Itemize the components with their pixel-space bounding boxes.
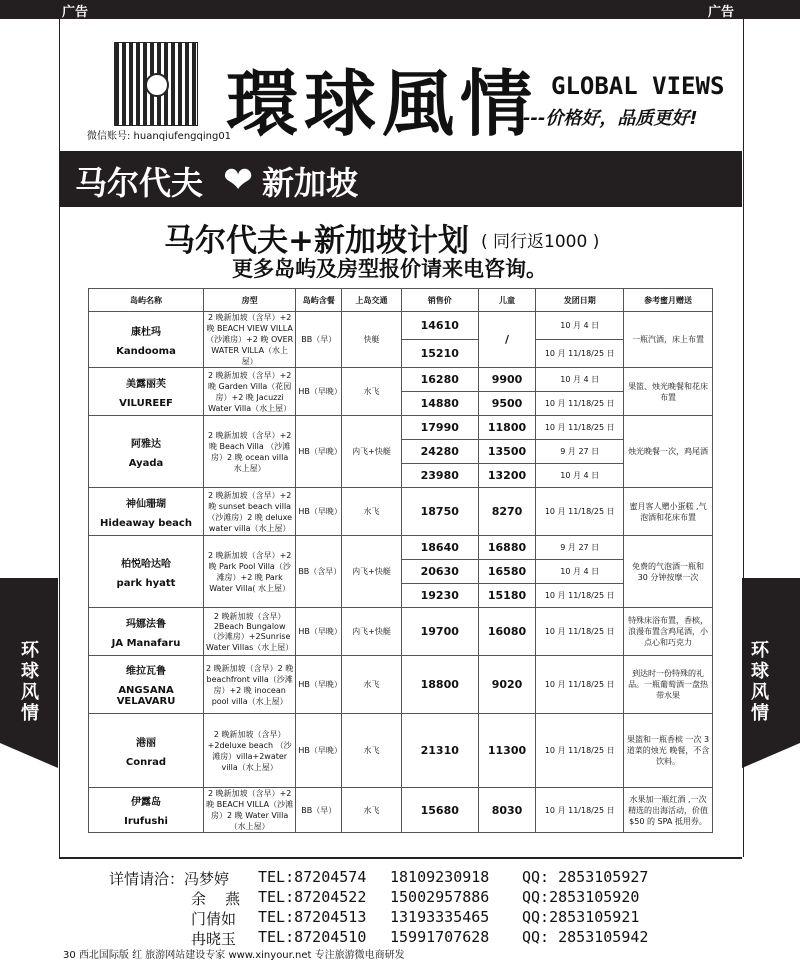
child-price: 8270 [478,488,536,536]
island-name-en: ANGSANA VELAVARU [116,685,176,707]
departure-date: 10 月 4 日 [536,464,624,488]
contact-qq: QQ: 2853105927 [522,868,649,886]
sale-price: 19700 [401,608,478,656]
island-name-cn: 港丽 [136,737,156,749]
contact-qq: QQ:2853105921 [522,908,640,926]
meal-plan: BB（早） [296,312,342,368]
departure-date: 9 月 27 日 [536,440,624,464]
room-type: 2 晚新加坡（含早）+2 晚 BEACH VILLA（沙滩房）2 晚 Water Villa（水上屋） [204,788,296,833]
contact-tel: TEL:87204574 [258,868,367,886]
child-price: 9900 [478,368,536,392]
room-type: 2 晚新加坡（含早）+2 晚 Garden Villa（花园房）+2 晚 Jacuzzi Water Villa（水上屋） [204,368,296,416]
honeymoon-gift: 果篮和一瓶香槟 一次 3 道菜的烛光 晚餐，不含饮料。 [624,714,713,788]
island-name-cn: 神仙珊瑚 [126,498,166,510]
column-header: 儿童 [478,289,536,312]
room-type: 2 晚新加坡（含早）2 晚 beachfront villa（沙滩房）+2 晚 inocean pool villa（水上屋） [204,656,296,714]
column-header: 岛屿名称 [89,289,204,312]
meal-plan: HB（早晚） [296,488,342,536]
column-header: 岛屿含餐 [296,289,342,312]
sale-price: 19230 [401,584,478,608]
column-header: 销售价 [401,289,478,312]
departure-date: 9 月 27 日 [536,536,624,560]
meal-plan: HB（早晚） [296,656,342,714]
child-price: 13500 [478,440,536,464]
sale-price: 21310 [401,714,478,788]
departure-date: 10 月 11/18/25 日 [536,340,624,368]
sale-price: 14880 [401,392,478,416]
plan-note: 更多岛屿及房型报价请来电咨询。 [232,257,547,281]
child-price: 8030 [478,788,536,833]
transfer: 快艇 [342,312,402,368]
contact-name: 冉晓玉 [191,930,237,948]
island-name [89,488,204,536]
sale-price: 17990 [401,416,478,440]
island-name [89,312,204,368]
sale-price: 14610 [401,312,478,340]
departure-date: 10 月 11/18/25 日 [536,392,624,416]
contact-qq: QQ:2853105920 [522,888,640,906]
column-header: 上岛交通 [342,289,402,312]
honeymoon-gift: 蜜月客人赠小蛋糕 ,气泡酒和花床布置 [624,488,713,536]
child-price: / [478,312,536,368]
departure-date: 10 月 4 日 [536,560,624,584]
contact-mobile: 18109230918 [390,868,490,886]
island-name-en: VILUREEF [119,397,173,409]
child-price: 11800 [478,416,536,440]
island-name-en: Ayada [128,457,164,469]
departure-date: 10 月 11/18/25 日 [536,608,624,656]
wechat-id: 微信账号: huanqiufengqing01 [87,131,232,142]
island-name-en: Kandooma [116,345,176,357]
table-row [89,416,713,440]
heart-icon: ❤ [223,160,254,201]
table-row [89,656,713,714]
departure-date: 10 月 11/18/25 日 [536,584,624,608]
departure-date: 10 月 11/18/25 日 [536,714,624,788]
sale-price: 20630 [401,560,478,584]
child-price: 16580 [478,560,536,584]
sale-price: 15210 [401,340,478,368]
room-type: 2 晚新加坡（含早）+2 晚 BEACH VIEW VILLA（沙滩房）+2 晚 OVER WATER VILLA（水上屋） [204,312,296,368]
table-row [89,714,713,788]
ad-label-right: 广告 [708,5,735,20]
honeymoon-gift: 特殊床浴布置，香槟，浪漫布置含鸡尾酒，小点心和巧克力 [624,608,713,656]
island-name [89,608,204,656]
meal-plan: HB（早晚） [296,416,342,488]
departure-date: 10 月 11/18/25 日 [536,488,624,536]
divider [59,857,742,859]
island-name-cn: 维拉瓦鲁 [126,666,166,677]
honeymoon-gift: 水果加一瓶红酒 ,一次精选的出海活动，价值$50 的 SPA 抵用券。 [624,788,713,833]
table-row [89,488,713,536]
island-name-cn: 康杜玛 [131,326,161,338]
departure-date: 10 月 11/18/25 日 [536,656,624,714]
transfer: 内飞+快艇 [342,416,402,488]
island-name [89,536,204,608]
child-price: 16880 [478,536,536,560]
table-row [89,788,713,833]
island-name [89,714,204,788]
island-name-cn: 玛娜法鲁 [126,618,166,630]
column-header: 发团日期 [536,289,624,312]
sale-price: 23980 [401,464,478,488]
honeymoon-gift: 免费的气泡酒一瓶和 30 分钟按摩一次 [624,536,713,608]
child-price: 13200 [478,464,536,488]
footer: 30 西北国际版 红 旅游网站建设专家 www.xinyour.net 专注旅游微电商研发 [63,950,405,961]
honeymoon-gift: 一瓶汽酒，床上布置 [624,312,713,368]
sale-price: 16280 [401,368,478,392]
honeymoon-gift: 到达时一份特殊的礼品。一瓶葡萄酒一盘热带水果 [624,656,713,714]
departure-date: 10 月 11/18/25 日 [536,416,624,440]
contact-tel: TEL:87204510 [258,928,367,946]
plan-title: 马尔代夫+新加坡计划 [164,223,469,259]
sale-price: 18640 [401,536,478,560]
transfer: 水飞 [342,788,402,833]
contact-name: 余 燕 [191,890,241,908]
room-type: 2 晚新加坡（含早）+2deluxe beach （沙滩房）villa+2water villa（水上屋） [204,714,296,788]
island-name [89,788,204,833]
room-type: 2 晚新加坡（含早）2Beach Bungalow（沙滩房）+2Sunrise Water Villas（水上屋） [204,608,296,656]
island-name [89,368,204,416]
contact-mobile: 15991707628 [390,928,490,946]
plan-rebate: ( 同行返1000 ) [481,232,600,252]
honeymoon-gift: 果篮、烛光晚餐和花床布置 [624,368,713,416]
island-name-en: Hideaway beach [100,517,192,529]
room-type: 2 晚新加坡（含早）+2 晚 sunset beach villa （沙滩房）2 晚 deluxe water villa（水上屋） [204,488,296,536]
table-header [89,289,713,312]
meal-plan: BB（早） [296,788,342,833]
departure-date: 10 月 11/18/25 日 [536,788,624,833]
meal-plan: HB（早晚） [296,608,342,656]
child-price: 9500 [478,392,536,416]
ad-label-left: 广告 [62,5,89,20]
honeymoon-gift: 烛光晚餐一次，鸡尾酒 [624,416,713,488]
contact-name: 门倩如 [191,910,237,928]
island-name [89,416,204,488]
room-type: 2 晚新加坡（含早）+2 晚 Park Pool Villa（沙滩房）+2 晚 Park Water Villa( 水上屋） [204,536,296,608]
banner-right: 新加坡 [262,164,359,202]
transfer: 水飞 [342,488,402,536]
meal-plan: BB（含早） [296,536,342,608]
island-name-cn: 伊露岛 [131,797,161,808]
departure-date: 10 月 4 日 [536,368,624,392]
global-views: GLOBAL VIEWS [551,72,725,100]
island-name-en: Conrad [125,756,167,768]
table-row [89,608,713,656]
island-name-en: park hyatt [116,577,176,589]
sale-price: 18800 [401,656,478,714]
contact-name: 详情请洽：冯梦婷 [109,870,230,888]
table-row [89,536,713,560]
meal-plan: HB（早晚） [296,714,342,788]
column-header: 参考蜜月赠送 [624,289,713,312]
child-price: 15180 [478,584,536,608]
island-name-cn: 柏悦哈达哈 [121,558,171,570]
table-row [89,368,713,392]
island-name [89,656,204,714]
transfer: 水飞 [342,368,402,416]
transfer: 水飞 [342,714,402,788]
island-name-en: JA Manafaru [111,637,181,649]
transfer: 内飞+快艇 [342,536,402,608]
banner-left: 马尔代夫 [75,164,204,202]
contact-mobile: 13193335465 [390,908,490,926]
island-name-cn: 阿雅达 [131,438,161,450]
table-row [89,312,713,340]
contact-tel: TEL:87204522 [258,888,367,906]
sale-price: 15680 [401,788,478,833]
side-label-left: 环 球 风 情 [21,640,39,724]
column-header: 房型 [204,289,296,312]
child-price: 11300 [478,714,536,788]
top-bar [0,0,800,19]
side-label-right: 环 球 风 情 [751,640,769,724]
island-name-en: Irufushi [124,816,168,827]
transfer: 内飞+快艇 [342,608,402,656]
sale-price: 18750 [401,488,478,536]
slogan: ---价格好，品质更好! [523,108,698,129]
qr-code-icon [114,42,198,126]
contact-mobile: 15002957886 [390,888,490,906]
price-table [88,288,713,833]
island-name-cn: 美露丽芙 [126,378,166,390]
brand-logo: 環球風情 [226,61,539,146]
child-price: 16080 [478,608,536,656]
contact-qq: QQ: 2853105942 [522,928,649,946]
meal-plan: HB（早晚） [296,368,342,416]
child-price: 9020 [478,656,536,714]
transfer: 水飞 [342,656,402,714]
contact-tel: TEL:87204513 [258,908,367,926]
departure-date: 10 月 4 日 [536,312,624,340]
room-type: 2 晚新加坡（含早）+2 晚 Beach Villa （沙滩房）2 晚 ocean villa 水上屋） [204,416,296,488]
sale-price: 24280 [401,440,478,464]
